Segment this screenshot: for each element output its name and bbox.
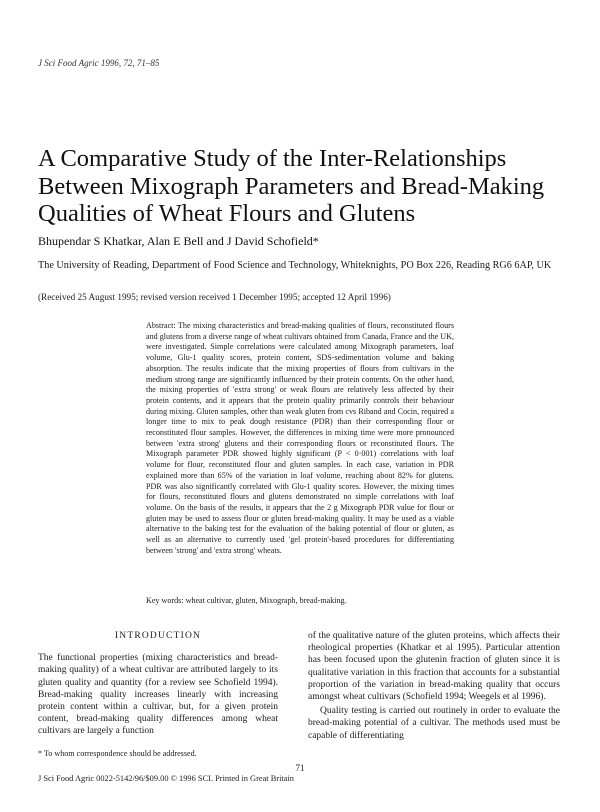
affiliation: The University of Reading, Department of Food Science and Technology, Whiteknights, PO Box 226, Reading RG6 6AP, UK bbox=[38, 260, 552, 271]
keywords: Key words: wheat cultivar, gluten, Mixograph, bread-making. bbox=[146, 596, 347, 605]
intro-paragraph-right-1: of the qualitative nature of the gluten proteins, which affects their rheological properties (Khatkar et al 1995). Particular attention has been focused upon the glutenin fraction of gluten since it is qualitative variation in this fraction that accounts for a substantial proportion of the variation in bread-making quality that occurs amongst wheat cultivars (Schofield 1994; Weegels et al 1996). bbox=[308, 631, 560, 703]
running-head: J Sci Food Agric 1996, 72, 71–85 bbox=[38, 58, 160, 68]
journal-footer: J Sci Food Agric 0022-5142/96/$09.00 © 1996 SCI. Printed in Great Britain bbox=[38, 774, 294, 783]
received-dates: (Received 25 August 1995; revised version received 1 December 1995; accepted 12 April 1996) bbox=[38, 292, 391, 302]
abstract-text: The mixing characteristics and bread-making qualities of flours, reconstituted flours and glutens from a diverse range of wheat cultivars obtained from Canada, France and the UK, were investigated. Simple correlations were calculated among Mixograph parameters, loaf volume, Glu-1 quality scores, protein content, SDS-sedimentation volume and baking absorption. The results indicate that the mixing properties of flours from cultivars in the medium strong range are significantly influenced by their protein contents. On the other hand, the mixing properties of 'extra strong' or weak flours are relatively less affected by their protein contents, and it appears that the protein quality primarily controls their behaviour during mixing. Gluten samples, other than weak gluten from cvs Riband and Cocin, required a longer time to mix to peak dough resistance (PDR) than their corresponding flour or reconstituted flour samples. However, the differences in mixing time were more pronounced between 'extra strong' glutens and their corresponding flours or reconstituted flours. The Mixograph parameter PDR showed highly significant (P < 0·001) correlations with loaf volume for flour, reconstituted flour and gluten samples. In each case, variation in PDR explained more than 65% of the variation in loaf volume, reaching about 82% for glutens. PDR was also significantly correlated with Glu-1 quality scores. However, the mixing times for flours, reconstituted flours and glutens demonstrated no simple correlations with loaf volume. On the basis of the results, it appears that the 2 g Mixograph PDR value for flour or gluten may be used to assess flour or gluten bread-making quality. It may be used as a viable alternative to the baking test for the evaluation of the baking potential of flour or gluten, as well as an alternative to currently used 'gel protein'-based procedures for differentiating between 'strong' and 'extra strong' wheats. bbox=[146, 321, 454, 555]
authors: Bhupendar S Khatkar, Alan E Bell and J David Schofield* bbox=[38, 234, 319, 248]
abstract-label: Abstract: bbox=[146, 321, 176, 330]
intro-paragraph-left: The functional properties (mixing characteristics and bread-making quality) of a wheat cultivar are attributed largely to its gluten quality and quantity (for a review see Schofield 1994). Bread-making quality increases linearly with increasing protein content within a cultivar, but, for a given protein content, bread-making quality differences among wheat cultivars are largely a function bbox=[38, 653, 278, 737]
footnote: * To whom correspondence should be addressed. bbox=[38, 749, 197, 758]
intro-paragraph-right-2: Quality testing is carried out routinely in order to evaluate the bread-making potential of a cultivar. The methods used must be capable of differentiating bbox=[308, 706, 560, 741]
abstract bbox=[146, 321, 454, 556]
page-number: 71 bbox=[295, 763, 305, 773]
right-column bbox=[308, 630, 560, 742]
article-title: A Comparative Study of the Inter-Relationships Between Mixograph Parameters and Bread-Making Qualities of Wheat Flours and Glutens bbox=[38, 145, 545, 227]
section-heading-introduction: INTRODUCTION bbox=[114, 631, 202, 641]
left-column bbox=[38, 630, 278, 738]
